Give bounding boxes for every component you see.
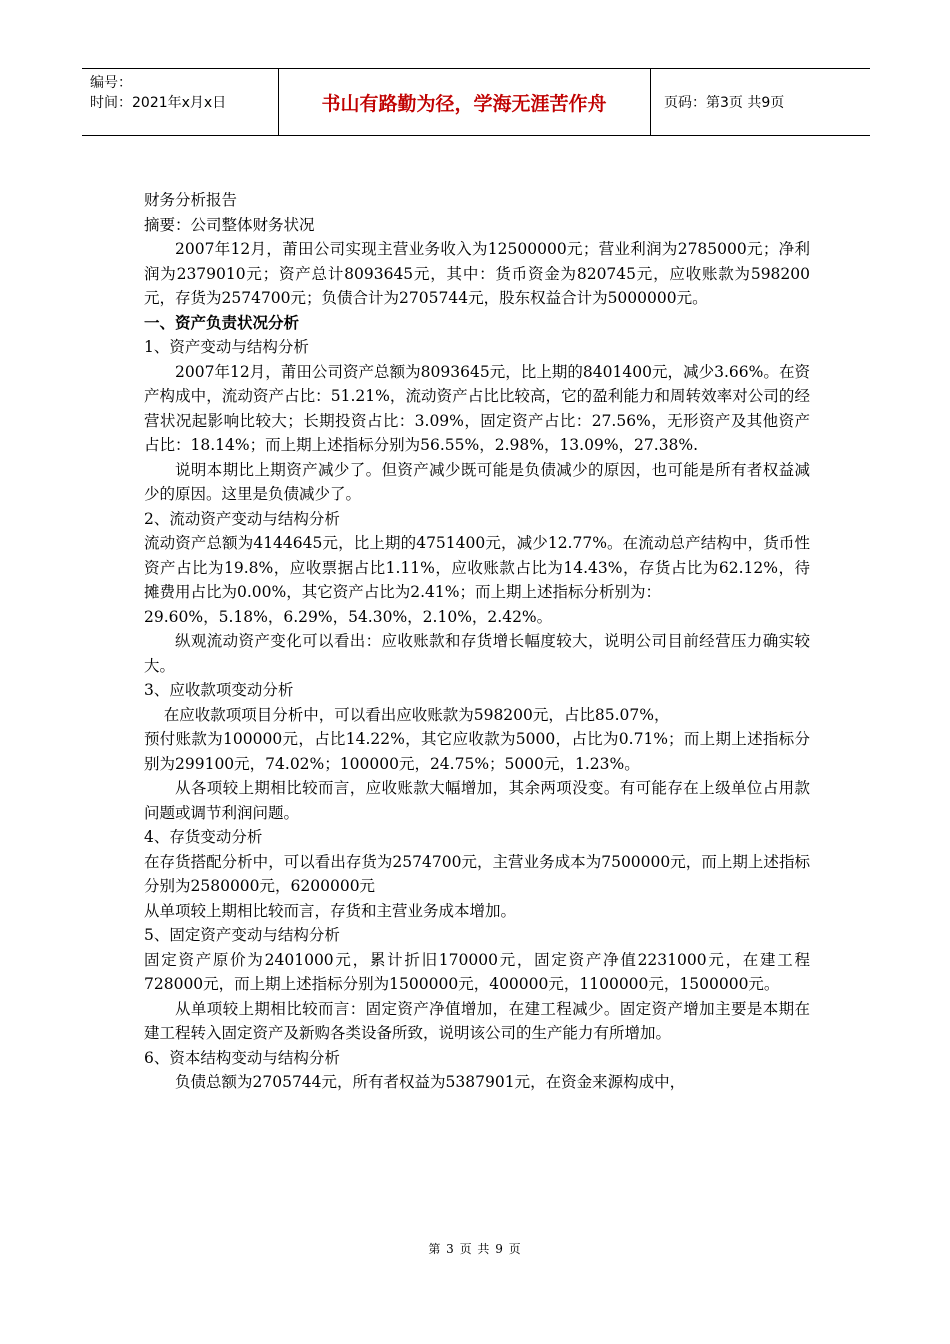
paragraph: 2007年12月，莆田公司资产总额为8093645元，比上期的8401400元，减少3.66%。在资产构成中，流动资产占比：51.21%，流动资产占比比较高，它的盈利能力和周转效率对公司的经营状况起影响比较大；长期投资占比：3.09%，固定资产占比：27.56%，无形资产及其他资产占比：18.14%；而上期上述指标分别为56.55%，2.98%，13.09%，27.38%. (144, 362, 810, 454)
paragraph: 摘要：公司整体财务状况 (144, 215, 315, 234)
header-meta (90, 73, 276, 113)
document-code-label: 编号： (90, 75, 132, 91)
page-header (82, 68, 870, 136)
paragraph: 在存货搭配分析中，可以看出存货为2574700元，主营业务成本为7500000元，而上期上述指标分别为2580000元，6200000元 (144, 852, 810, 895)
paragraph: 流动资产总额为4144645元，比上期的4751400元，减少12.77%。在流动总产结构中，货币性资产占比为19.8%，应收票据占比1.11%，应收账款占比为14.43%，存货占比为62.12%，待摊费用占比为0.00%，其它资产占比为2.41%；而上期上述指标分析别为： (144, 534, 810, 601)
paragraph: 固定资产原价为2401000元，累计折旧170000元，固定资产净值2231000元，在建工程728000元，而上期上述指标分别为1500000元，400000元，1100000元，1500000元。 (144, 950, 810, 993)
section-heading: 一、资产负责状况分析 (144, 312, 300, 332)
paragraph: 从单项较上期相比较而言，存货和主营业务成本增加。 (144, 901, 517, 920)
header-motto: 书山有路勤为径，学海无涯苦作舟 (321, 92, 607, 115)
paragraph: 从单项较上期相比较而言：固定资产净值增加，在建工程减少。固定资产增加主要是本期在建工程转入固定资产及新购各类设备所致，说明该公司的生产能力有所增加。 (144, 999, 810, 1042)
paragraph: 负债总额为2705744元，所有者权益为5387901元，在资金来源构成中， (175, 1073, 686, 1091)
paragraph: 5、固定资产变动与结构分析 (144, 926, 340, 944)
document-body (144, 188, 810, 1095)
paragraph: 纵观流动资产变化可以看出：应收账款和存货增长幅度较大，说明公司目前经营压力确实较大。 (144, 632, 810, 675)
page-footer: 第 3 页 共 9 页 (428, 1242, 522, 1256)
header-page-info: 页码：第3页 共9页 (664, 95, 785, 111)
paragraph: 2007年12月，莆田公司实现主营业务收入为12500000元；营业利润为2785000元；净利润为2379010元；资产总计8093645元，其中：货币资金为820745元，应收账款为598200元，存货为2574700元；负债合计为2705744元，股东权益合计为5000000元。 (144, 240, 810, 307)
header-divider (278, 69, 279, 135)
paragraph: 2、流动资产变动与结构分析 (144, 509, 340, 528)
paragraph: 说明本期比上期资产减少了。但资产减少既可能是负债减少的原因，也可能是所有者权益减少的原因。这里是负债减少了。 (144, 460, 810, 503)
paragraph: 财务分析报告 (144, 191, 238, 209)
paragraph: 4、存货变动分析 (144, 828, 263, 846)
header-divider (650, 69, 651, 135)
paragraph: 在应收款项项目分析中，可以看出应收账款为598200元，占比85.07%， 预付账款为100000元，占比14.22%，其它应收款为5000，占比为0.71%；而上期上述指标分别为299100元，74.02%；100000元，24.75%；5000元，1.23%。 (144, 705, 810, 773)
paragraph: 1、资产变动与结构分析 (144, 338, 309, 356)
paragraph: 6、资本结构变动与结构分析 (144, 1048, 340, 1067)
paragraph: 29.60%，5.18%，6.29%，54.30%，2.10%，2.42%。 (144, 607, 553, 626)
paragraph: 从各项较上期相比较而言，应收账款大幅增加，其余两项没变。有可能存在上级单位占用款问题或调节利润问题。 (144, 779, 810, 822)
document-date: 时间：2021年x月x日 (90, 95, 227, 111)
paragraph: 3、应收款项变动分析 (144, 681, 294, 699)
